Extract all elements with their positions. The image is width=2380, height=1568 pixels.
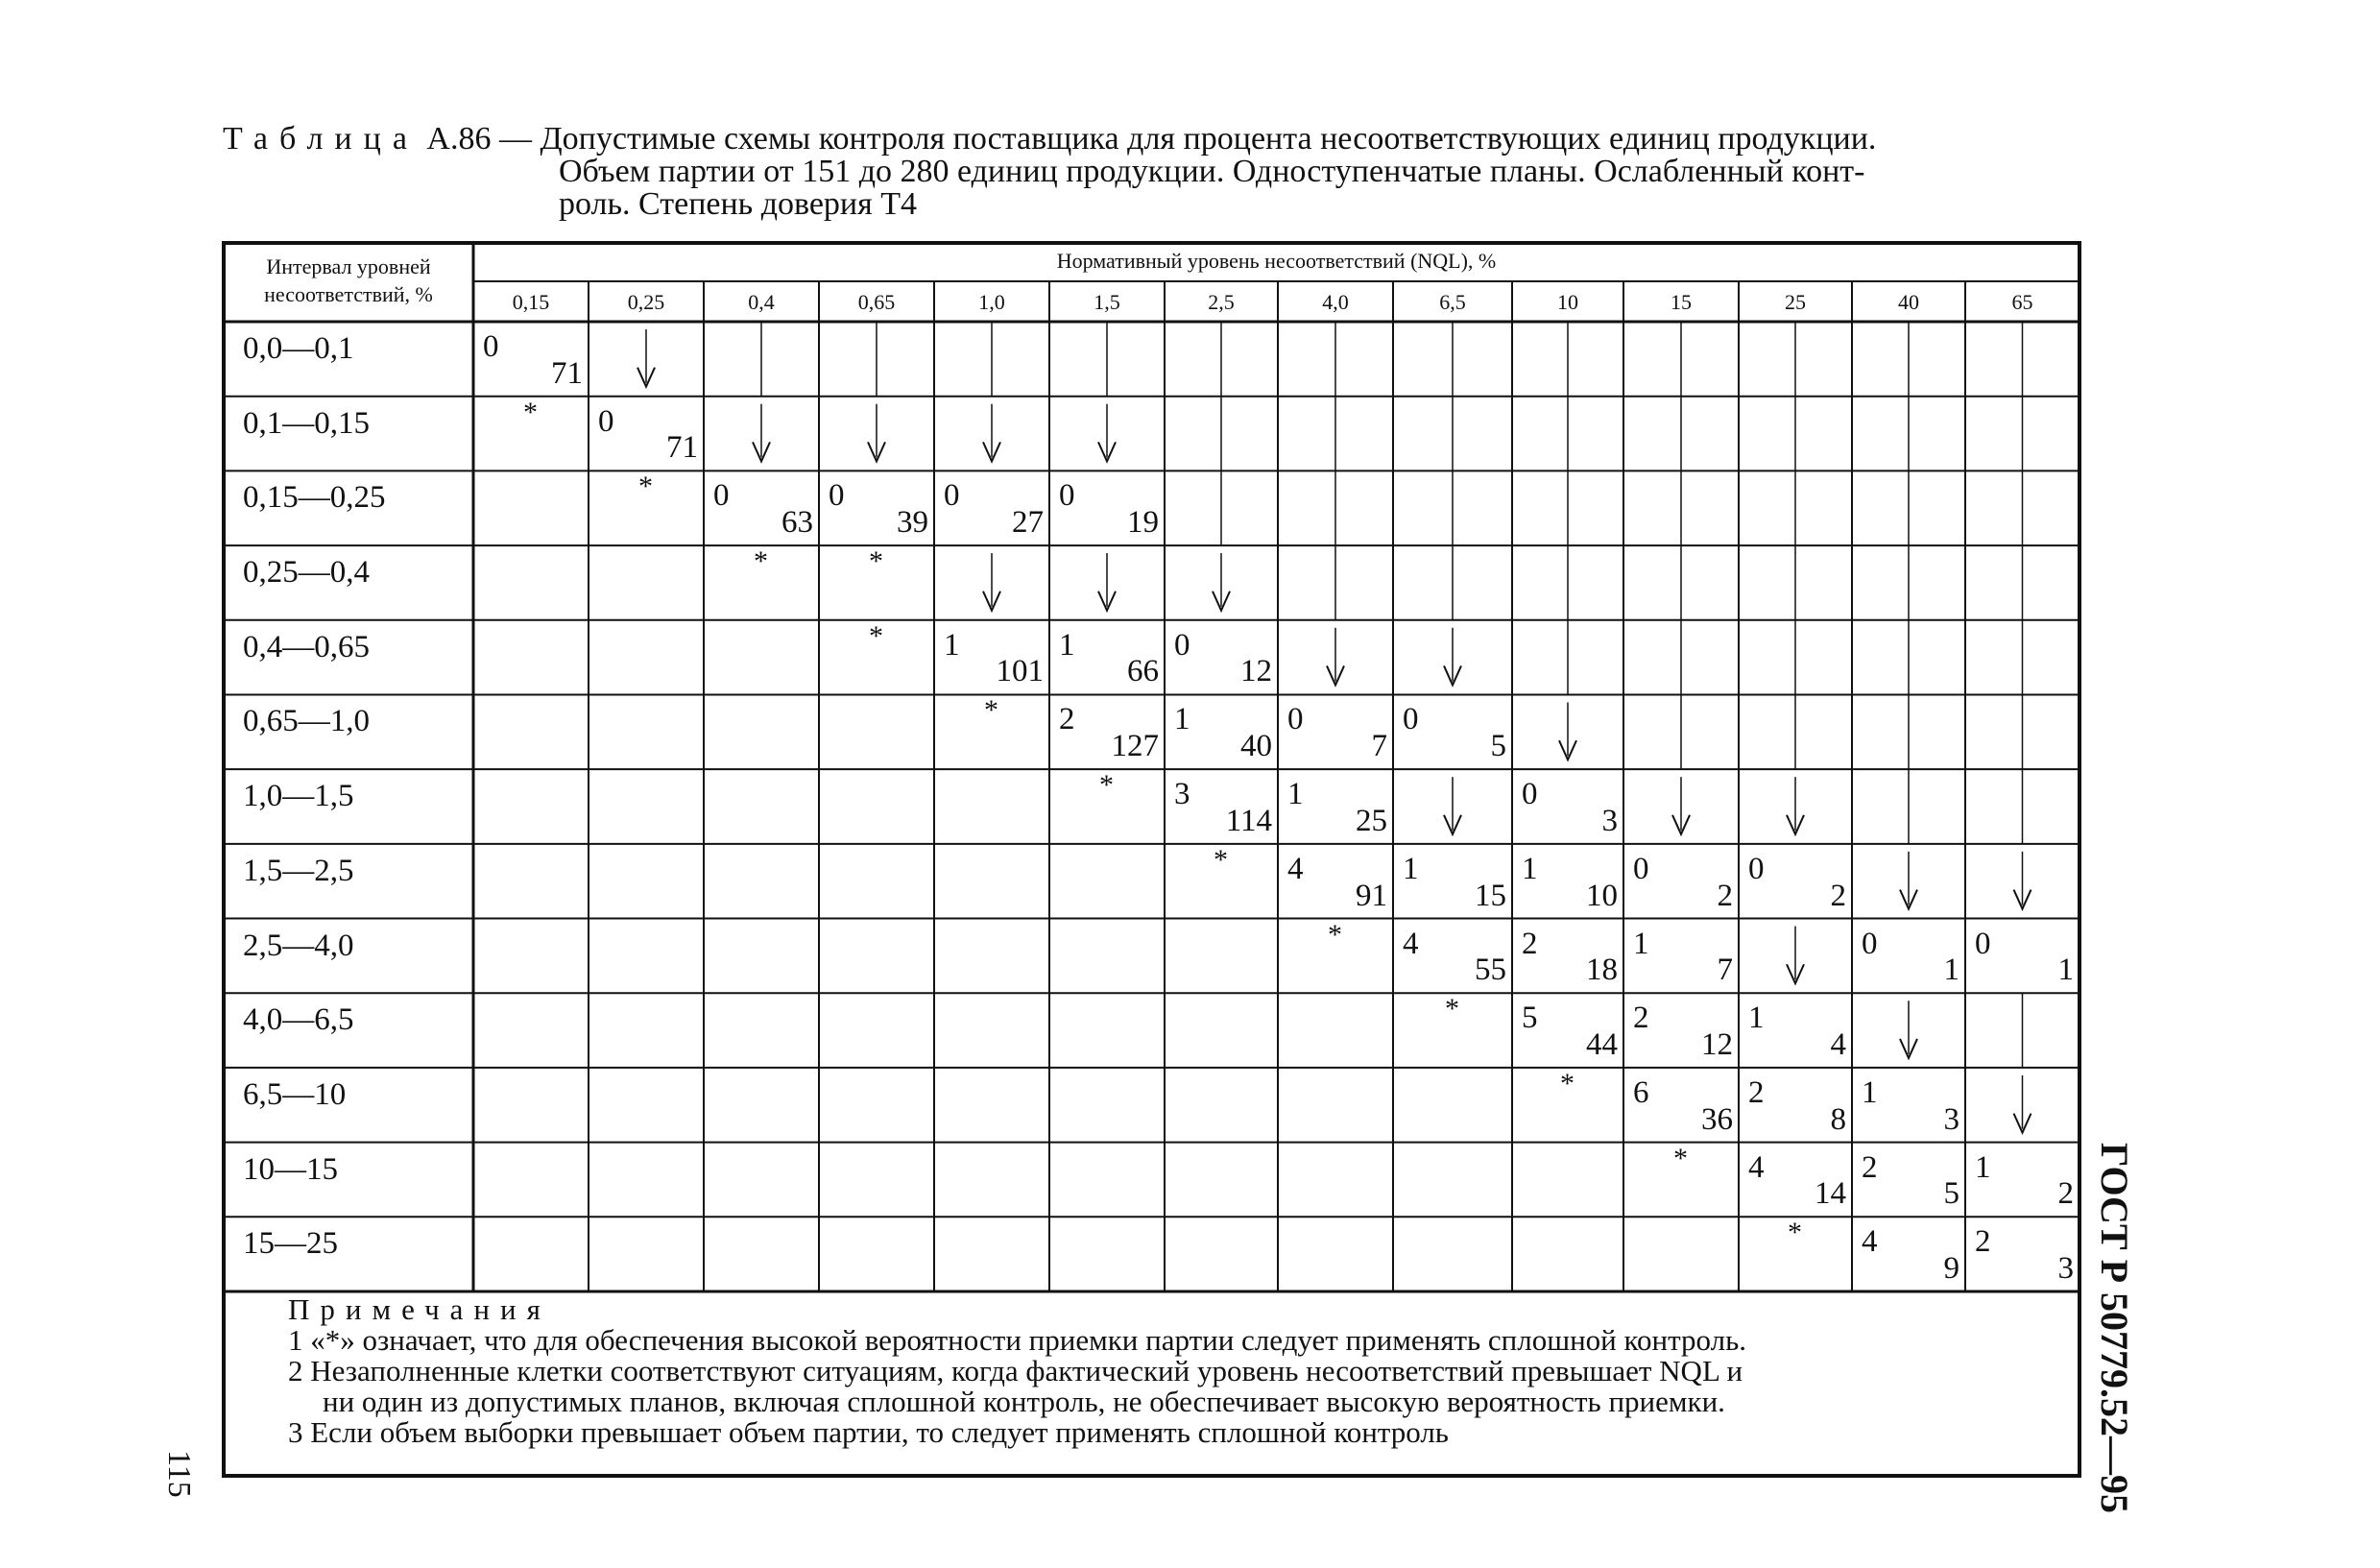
sample-size: 4 <box>1830 1026 1846 1062</box>
sample-size: 127 <box>1111 729 1159 764</box>
acceptance-number: 2 <box>1059 702 1075 737</box>
row-interval-label: 1,0—1,5 <box>243 779 354 814</box>
full-inspection-star: * <box>1560 1067 1575 1099</box>
row-header-label-b: несоответствий, % <box>264 282 433 306</box>
caption-line-1: А.86 — Допустимые схемы контроля поставщика для процента несоответствующих единиц продукции. <box>426 121 1877 157</box>
column-header: 0,15 <box>512 290 550 314</box>
sample-size: 66 <box>1127 654 1159 689</box>
sample-size: 71 <box>551 355 583 391</box>
sample-size: 2 <box>2057 1176 2074 1212</box>
full-inspection-star: * <box>1328 918 1342 951</box>
column-header: 10 <box>1557 290 1578 314</box>
acceptance-number: 2 <box>1975 1224 1991 1260</box>
page-number: 115 <box>161 1450 197 1498</box>
sample-size: 1 <box>2057 953 2074 988</box>
sample-size: 63 <box>781 505 813 541</box>
notes-block <box>288 1294 2074 1448</box>
column-header: 15 <box>1671 290 1692 314</box>
sample-size: 5 <box>1943 1176 1959 1212</box>
acceptance-number: 1 <box>1174 702 1190 737</box>
acceptance-number: 3 <box>1174 777 1190 812</box>
acceptance-number: 1 <box>1633 926 1649 961</box>
sample-size: 12 <box>1701 1026 1733 1062</box>
sample-size: 14 <box>1815 1176 1846 1212</box>
acceptance-number: 2 <box>1862 1149 1878 1185</box>
sample-size: 15 <box>1475 878 1506 913</box>
column-header: 4,0 <box>1322 290 1349 314</box>
sample-size: 114 <box>1225 803 1272 838</box>
column-header: 6,5 <box>1439 290 1466 314</box>
notes-title: Примечания <box>288 1292 551 1326</box>
sample-size: 71 <box>666 430 698 466</box>
sample-size: 7 <box>1717 953 1733 988</box>
full-inspection-star: * <box>1673 1142 1688 1174</box>
acceptance-number: 0 <box>598 403 614 439</box>
caption-line-2: Объем партии от 151 до 280 единиц продукции. Одноступенчатые планы. Ослабленный конт- <box>559 154 1865 189</box>
column-header: 1,5 <box>1094 290 1120 314</box>
full-inspection-star: * <box>523 396 538 428</box>
caption-label: Таблица <box>223 121 419 157</box>
note-3: 3 Если объем выборки превышает объем партии, то следует применять сплошной контроль <box>288 1415 1449 1449</box>
row-interval-label: 2,5—4,0 <box>243 928 354 963</box>
sample-size: 3 <box>2057 1251 2074 1286</box>
full-inspection-star: * <box>869 619 883 652</box>
note-2b: ни один из допустимых планов, включая сплошной контроль, не обеспечивает высокую вероятность приемки. <box>323 1385 1725 1418</box>
sample-size: 2 <box>1830 878 1846 913</box>
acceptance-number: 0 <box>713 478 730 514</box>
row-interval-label: 4,0—6,5 <box>243 1002 354 1038</box>
column-header: 40 <box>1898 290 1919 314</box>
column-header: 1,0 <box>978 290 1005 314</box>
sample-size: 40 <box>1240 729 1272 764</box>
col-group-header: Нормативный уровень несоответствий (NQL), % <box>1056 249 1497 273</box>
sample-size: 19 <box>1127 505 1159 541</box>
row-interval-label: 15—25 <box>243 1226 338 1262</box>
acceptance-number: 1 <box>1287 777 1304 812</box>
acceptance-number: 4 <box>1748 1149 1765 1185</box>
sample-size: 3 <box>1943 1101 1959 1137</box>
row-interval-label: 0,65—1,0 <box>243 704 370 739</box>
acceptance-number: 0 <box>1522 777 1538 812</box>
full-inspection-star: * <box>1445 993 1459 1025</box>
acceptance-number: 0 <box>1633 851 1649 886</box>
row-interval-label: 10—15 <box>243 1151 338 1187</box>
sample-size: 25 <box>1356 803 1387 838</box>
sample-size: 12 <box>1240 654 1272 689</box>
acceptance-number: 1 <box>1862 1074 1878 1110</box>
acceptance-number: 2 <box>1522 926 1538 961</box>
acceptance-number: 4 <box>1287 851 1304 886</box>
row-interval-label: 6,5—10 <box>243 1076 347 1112</box>
acceptance-number: 1 <box>944 627 960 663</box>
acceptance-number: 0 <box>1174 627 1190 663</box>
acceptance-number: 0 <box>829 478 845 514</box>
acceptance-number: 0 <box>1403 702 1419 737</box>
column-header: 25 <box>1785 290 1806 314</box>
caption-line-3: роль. Степень доверия Т4 <box>559 186 918 222</box>
acceptance-number: 1 <box>1975 1149 1991 1185</box>
full-inspection-star: * <box>984 694 998 727</box>
acceptance-number: 1 <box>1403 851 1419 886</box>
column-header: 0,65 <box>857 290 896 314</box>
acceptance-number: 4 <box>1862 1224 1878 1260</box>
acceptance-number: 0 <box>1862 926 1878 961</box>
row-interval-label: 0,0—0,1 <box>243 331 354 366</box>
column-header: 0,4 <box>748 290 775 314</box>
column-header: 65 <box>2011 290 2033 314</box>
acceptance-number: 0 <box>1975 926 1991 961</box>
sample-size: 27 <box>1012 505 1044 541</box>
full-inspection-star: * <box>1099 769 1114 802</box>
acceptance-number: 5 <box>1522 1001 1538 1036</box>
sample-size: 44 <box>1586 1026 1618 1062</box>
acceptance-number: 1 <box>1748 1001 1765 1036</box>
acceptance-number: 0 <box>1059 478 1075 514</box>
acceptance-number: 2 <box>1633 1001 1649 1036</box>
sample-size: 3 <box>1601 803 1618 838</box>
sample-size: 2 <box>1717 878 1733 913</box>
full-inspection-star: * <box>869 545 883 578</box>
note-2a: 2 Незаполненные клетки соответствуют ситуациям, когда фактический уровень несоответствий превышает NQL и <box>288 1354 1743 1387</box>
sample-size: 39 <box>897 505 928 541</box>
sample-size: 101 <box>996 654 1044 689</box>
acceptance-number: 4 <box>1403 926 1419 961</box>
full-inspection-star: * <box>1788 1217 1802 1249</box>
sample-size: 18 <box>1586 953 1618 988</box>
full-inspection-star: * <box>638 470 653 503</box>
sample-size: 1 <box>1943 953 1959 988</box>
standard-code: ГОСТ Р 50779.52—95 <box>2093 1143 2136 1514</box>
sample-size: 55 <box>1475 953 1506 988</box>
column-header: 2,5 <box>1208 290 1235 314</box>
acceptance-number: 0 <box>1287 702 1304 737</box>
full-inspection-star: * <box>1214 843 1228 876</box>
sample-size: 10 <box>1586 878 1618 913</box>
row-interval-label: 0,4—0,65 <box>243 629 370 664</box>
acceptance-number: 1 <box>1522 851 1538 886</box>
row-interval-label: 0,1—0,15 <box>243 405 370 441</box>
sample-size: 5 <box>1490 729 1506 764</box>
sample-size: 7 <box>1371 729 1387 764</box>
sample-size: 8 <box>1830 1101 1846 1137</box>
sample-size: 91 <box>1356 878 1387 913</box>
acceptance-number: 0 <box>944 478 960 514</box>
acceptance-number: 6 <box>1633 1074 1649 1110</box>
row-header-label-a: Интервал уровней <box>266 254 431 278</box>
full-inspection-star: * <box>754 545 768 578</box>
acceptance-number: 1 <box>1059 627 1075 663</box>
sample-size: 9 <box>1943 1251 1959 1286</box>
row-interval-label: 0,15—0,25 <box>243 480 386 516</box>
acceptance-number: 0 <box>1748 851 1765 886</box>
row-interval-label: 1,5—2,5 <box>243 853 354 888</box>
row-interval-label: 0,25—0,4 <box>243 555 370 591</box>
acceptance-number: 0 <box>483 329 499 364</box>
sample-size: 36 <box>1701 1101 1733 1137</box>
acceptance-number: 2 <box>1748 1074 1765 1110</box>
note-1: 1 «*» означает, что для обеспечения высокой вероятности приемки партии следует применять сплошной контроль. <box>288 1323 1746 1357</box>
column-header: 0,25 <box>627 290 665 314</box>
